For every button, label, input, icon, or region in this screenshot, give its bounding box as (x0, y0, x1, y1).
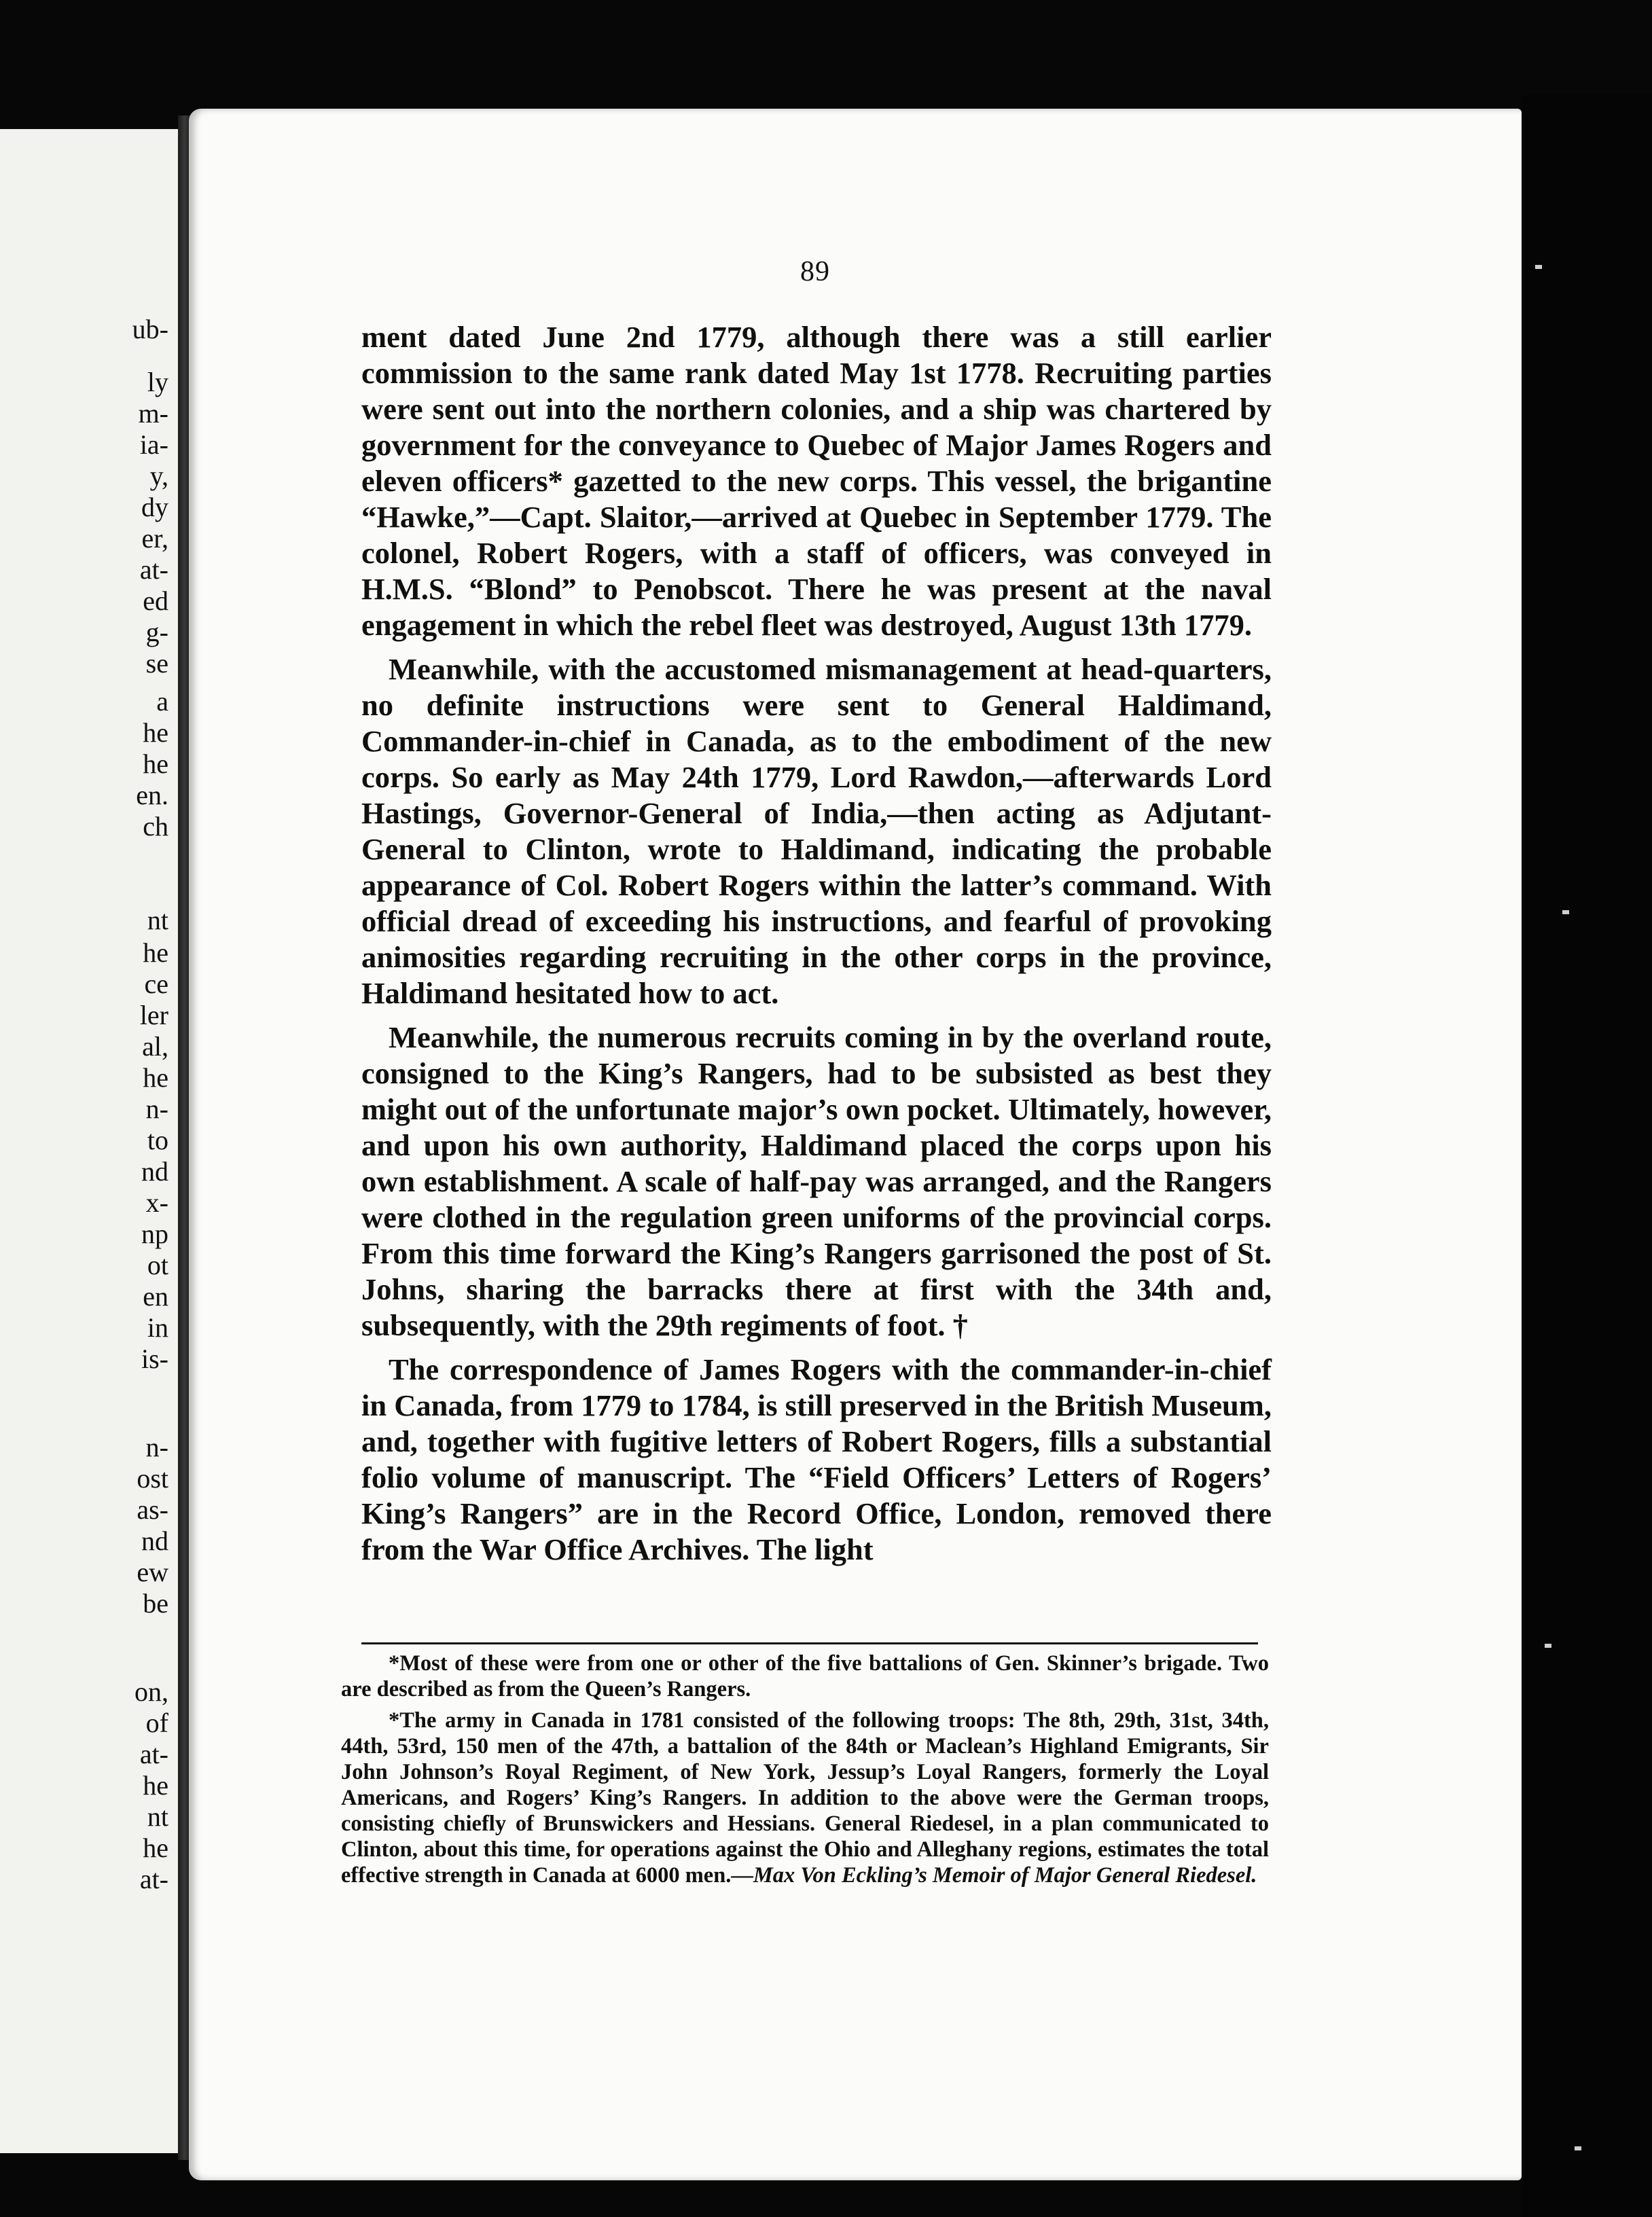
facing-page-fragment: ce (144, 969, 168, 999)
facing-page-fragment: to (147, 1125, 168, 1155)
footnote-source: Max Von Eckling’s Memoir of Major General Riedesel. (753, 1863, 1257, 1888)
facing-page-fragment: a (156, 686, 168, 717)
facing-page-fragment: en (143, 1281, 168, 1312)
footnote: *Most of these were from one or other of the five battalions of Gen. Skinner’s brigade. Two are described as from the Queen’s Rangers. (341, 1651, 1269, 1701)
paragraph: Meanwhile, the numerous recruits coming in by the overland route, consigned to the King’s Rangers, had to be subsisted as best they might out of the unfortunate major’s own pocket. Ultimately, however, and upon his own authority, Haldimand placed the corps upon his own establishment. A scale of half-pay was arranged, and the Rangers were clothed in the regulation green uniforms of the provincial corps. From this time forward the King’s Rangers garrisoned the post of St. Johns, sharing the barracks there at first with the 34th and, subsequently, with the 29th regiments of foot. † (361, 1020, 1272, 1342)
facing-page-fragment: ler (139, 1000, 168, 1030)
facing-page-fragment: ot (147, 1250, 168, 1280)
facing-page-fragment: be (143, 1588, 168, 1619)
facing-page-fragment: y, (149, 461, 168, 491)
facing-page-fragment: se (145, 648, 168, 679)
facing-page-fragment: at- (139, 1864, 168, 1894)
facing-page-fragment: he (143, 1833, 168, 1863)
facing-page-fragment: ed (143, 585, 168, 616)
facing-page-fragment: er, (141, 523, 168, 554)
footnote-text: *The army in Canada in 1781 consisted of the following troops: The 8th, 29th, 31st, 34th, 44th, 53rd, 150 men of the 47th, a battalion of the 84th or Maclean’s Highland Emigrants, Sir John Johnson’s Royal Regiment, of New York, Jessup’s Loyal Rangers, formerly the Loyal Americans, and Rogers’ King’s Rangers. In addition to the above were the German troops, consisting chiefly of Brunswickers and Hessians. General Riedesel, in a plan communicated to Clinton, about this time, for operations against the Ohio and Alleghany regions, estimates the total effective strength in Canada at 6000 men.— (341, 1708, 1269, 1888)
facing-page-fragment: of (145, 1708, 168, 1738)
scan-speck (1535, 265, 1542, 269)
paragraph: Meanwhile, with the accustomed mismanagement at head-quarters, no definite instructions were sent to General Haldimand, Commander-in-chief in Canada, as to the embodiment of the new corps. So early as May 24th 1779, Lord Rawdon,—afterwards Lord Hastings, Governor-General of India,—then acting as Adjutant-General to Clinton, wrote to Haldimand, indicating the probable appearance of Col. Robert Rogers within the latter’s command. With official dread of exceeding his instructions, and fearful of provoking animosities regarding recruiting in the other corps in the province, Haldimand hesitated how to act. (361, 652, 1272, 1010)
facing-page-fragment: ew (137, 1557, 168, 1587)
facing-page-fragment: on, (134, 1676, 168, 1707)
facing-page-fragment: n- (145, 1432, 168, 1462)
facing-page-fragment: at- (139, 554, 168, 585)
body-text (361, 319, 1272, 1576)
page-number: 89 (800, 256, 830, 287)
facing-page-fragment: he (143, 937, 168, 968)
facing-page-fragment: ch (143, 811, 168, 842)
facing-page-fragment: he (143, 1770, 168, 1801)
facing-page-fragment: al, (142, 1031, 168, 1062)
facing-page-fragment: he (143, 717, 168, 748)
facing-page (0, 129, 182, 2153)
facing-page-fragment: ub- (132, 314, 168, 344)
facing-page-fragment: nd (141, 1526, 168, 1556)
scan-speck (1575, 2146, 1581, 2150)
facing-page-fragment: he (143, 1062, 168, 1093)
paragraph: ment dated June 2nd 1779, although there was a still earlier commission to the same rank dated May 1st 1778. Recruiting parties were sent out into the northern colonies, and a ship was chartered by government for the conveyance to Quebec of Major James Rogers and eleven officers* gazetted to the new corps. This vessel, the brigantine “Hawke,”—Capt. Slaitor,—arrived at Quebec in September 1779. The colonel, Robert Rogers, with a staff of officers, was conveyed in H.M.S. “Blond” to Penobscot. There he was present at the naval engagement in which the rebel fleet was destroyed, August 13th 1779. (361, 320, 1272, 642)
facing-page-fragment: g- (145, 617, 168, 647)
facing-page-fragment: nd (141, 1156, 168, 1187)
facing-page-fragment: dy (141, 492, 168, 522)
scan-speck (1562, 910, 1569, 914)
footnote-rule (361, 1642, 1258, 1644)
facing-page-fragment: ia- (139, 429, 168, 460)
facing-page-fragment: is- (141, 1344, 168, 1374)
facing-page-fragment: m- (138, 398, 168, 429)
facing-page-fragment: n- (145, 1094, 168, 1124)
facing-page-fragment: np (141, 1219, 168, 1249)
facing-page-fragment: nt (147, 905, 168, 935)
facing-page-fragment: at- (139, 1739, 168, 1769)
scan-edge (1522, 95, 1652, 2217)
facing-page-fragment: ly (147, 367, 168, 397)
footnote (341, 1708, 1269, 1888)
facing-page-fragment: en. (136, 780, 168, 810)
facing-page-fragment: as- (137, 1494, 168, 1525)
facing-page-fragment: x- (145, 1187, 168, 1218)
facing-page-fragment: in (147, 1312, 168, 1343)
facing-page-fragment: nt (147, 1801, 168, 1832)
facing-page-fragment: ost (137, 1463, 168, 1494)
footnotes (341, 1651, 1269, 1894)
scan-speck (1545, 1644, 1551, 1648)
facing-page-fragment: he (143, 749, 168, 779)
paragraph: The correspondence of James Rogers with the commander-in-chief in Canada, from 1779 to 1784, is still preserved in the British Museum, and, together with fugitive letters of Robert Rogers, fills a substantial folio volume of manuscript. The “Field Officers’ Letters of Rogers’ King’s Rangers” are in the Record Office, London, removed there from the War Office Archives. The light (361, 1352, 1272, 1566)
